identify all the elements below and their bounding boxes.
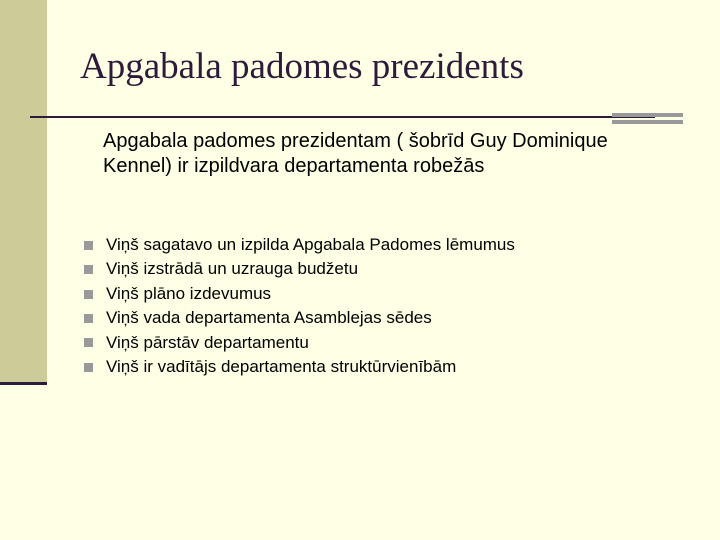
bullet-item (84, 233, 515, 257)
bullet-item (84, 282, 515, 306)
square-bullet-icon (84, 363, 93, 372)
square-bullet-icon (84, 290, 93, 299)
bullet-item (84, 355, 515, 379)
bullet-text: Viņš sagatavo un izpilda Apgabala Padomes lēmumus (106, 235, 515, 254)
bullet-text: Viņš vada departamenta Asamblejas sēdes (106, 308, 432, 328)
title-divider (30, 116, 655, 118)
title-divider-accent-top (612, 113, 683, 117)
square-bullet-icon (84, 241, 93, 250)
square-bullet-icon (84, 338, 93, 347)
bullet-text: Viņš plāno izdevumus (106, 283, 272, 303)
bullet-text: Viņš ir vadītājs departamenta struktūrvienībām (106, 357, 457, 377)
bullet-item (84, 257, 515, 281)
bullet-item (84, 331, 515, 355)
bullet-item (84, 306, 515, 330)
bullet-text: Viņš pārstāv departamentu (106, 332, 309, 352)
slide-title: Apgabala padomes prezidents (80, 46, 524, 87)
square-bullet-icon (84, 265, 93, 274)
intro-paragraph: Apgabala padomes prezidentam ( šobrīd Guy Dominique Kennel) ir izpildvara departamenta robežās (103, 130, 608, 177)
title-divider-accent-bottom (612, 120, 683, 124)
left-bar-bottom-rule (0, 382, 47, 385)
bullet-text: Viņš izstrādā un uzrauga budžetu (106, 259, 359, 279)
square-bullet-icon (84, 314, 93, 323)
bullet-list (84, 233, 515, 379)
left-decorative-bar (0, 0, 47, 384)
